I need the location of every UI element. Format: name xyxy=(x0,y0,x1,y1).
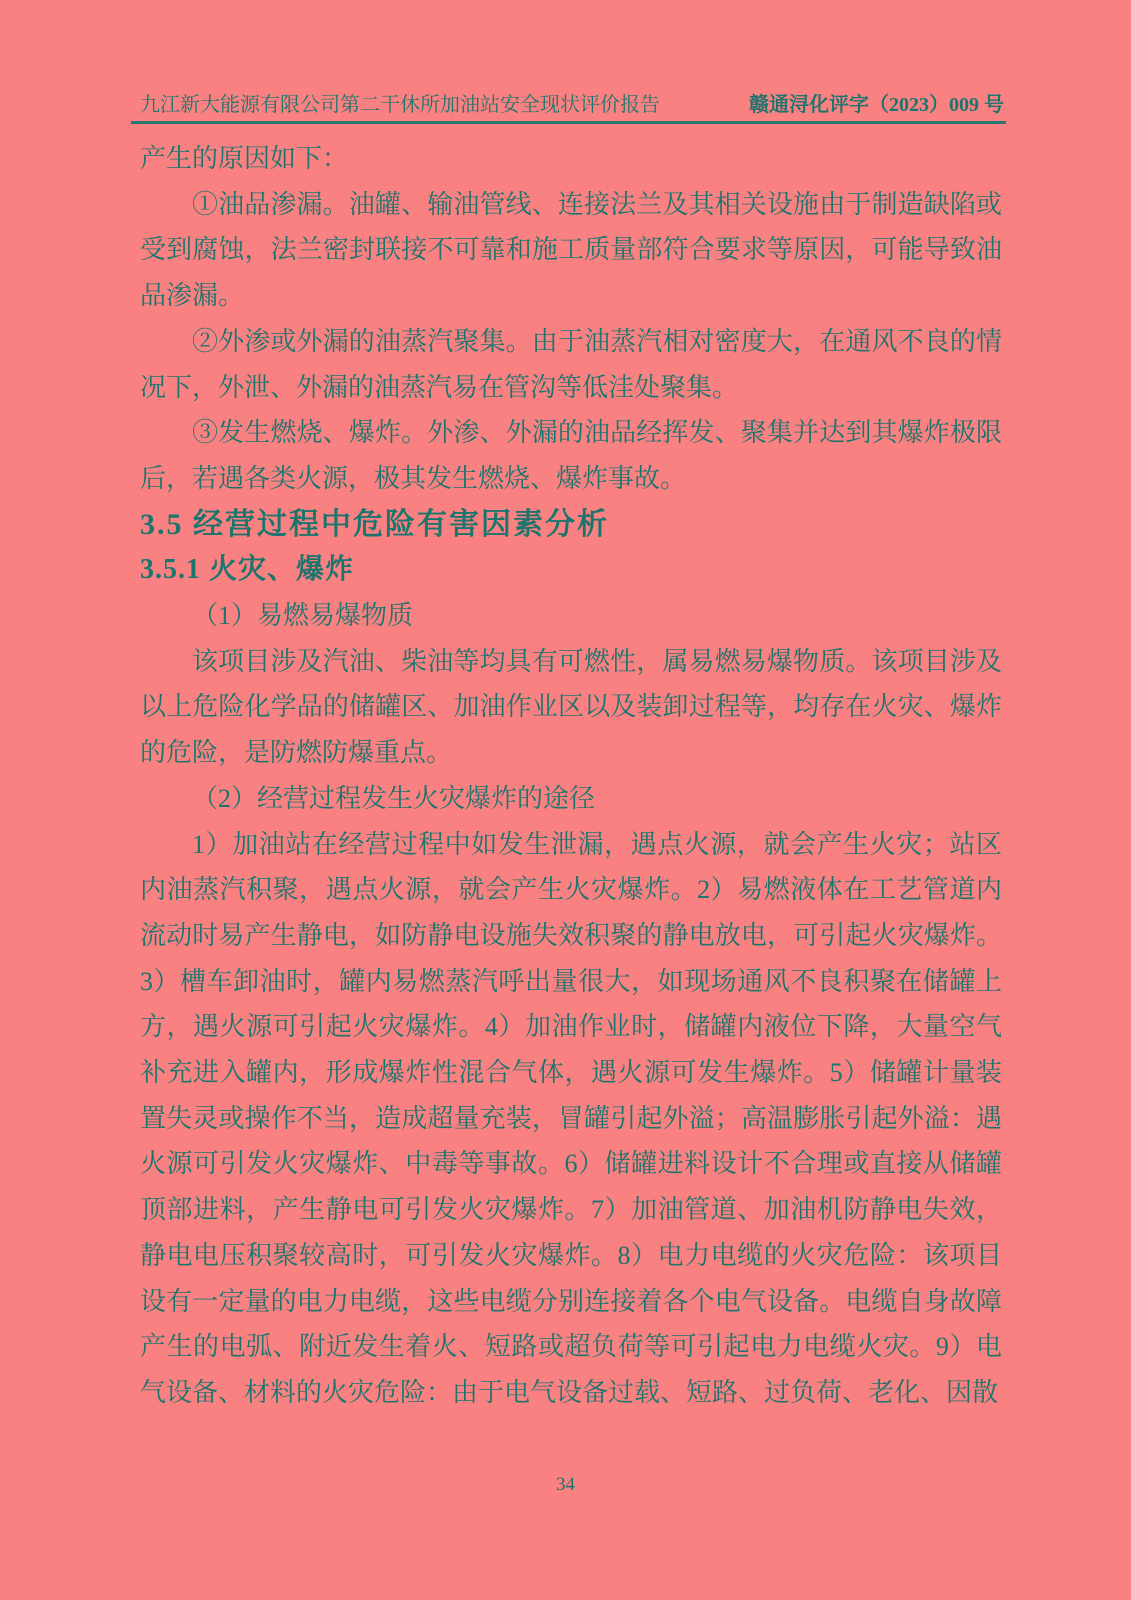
paragraph: 产生的原因如下： xyxy=(140,144,349,173)
header-doc-number: 赣通浔化评字（2023）009 号 xyxy=(749,94,1004,116)
paragraph: 该项目涉及汽油、柴油等均具有可燃性，属易燃易爆物质。该项目涉及以上危险化学品的储罐区、加油作业区以及装卸过程等，均存在火灾、爆炸的危险，是防燃防爆重点。 xyxy=(140,646,1002,768)
document-body xyxy=(140,136,1002,1416)
paragraph: （2）经营过程发生火灾爆炸的途径 xyxy=(192,783,596,813)
header-rule xyxy=(131,121,1006,124)
page-footer xyxy=(0,1473,1131,1497)
page-header xyxy=(140,92,1004,118)
paragraph: ③发生燃烧、爆炸。外渗、外漏的油品经挥发、聚集并达到其爆炸极限后，若遇各类火源，极其发生燃烧、爆炸事故。 xyxy=(140,418,1002,493)
section-heading: 3.5.1 火灾、爆炸 xyxy=(140,554,355,586)
paragraph: ②外渗或外漏的油蒸汽聚集。由于油蒸汽相对密度大，在通风不良的情况下，外泄、外漏的油蒸汽易在管沟等低洼处聚集。 xyxy=(140,326,1002,402)
paragraph: ①油品渗漏。油罐、输油管线、连接法兰及其相关设施由于制造缺陷或受到腐蚀，法兰密封联接不可靠和施工质量部符合要求等原因，可能导致油品渗漏。 xyxy=(140,189,1002,311)
paragraph: （1）易燃易爆物质 xyxy=(192,601,414,631)
section-heading: 3.5 经营过程中危险有害因素分析 xyxy=(140,507,609,541)
paragraph: 1）加油站在经营过程中如发生泄漏，遇点火源，就会产生火灾；站区内油蒸汽积聚，遇点火源，就会产生火灾爆炸。2）易燃液体在工艺管道内流动时易产生静电，如防静电设施失效积聚的静电放电，可引起火灾爆炸。3）槽车卸油时，罐内易燃蒸汽呼出量很大，如现场通风不良积聚在储罐上方，遇火源可引起火灾爆炸。4）加油作业时，储罐内液位下降，大量空气补充进入罐内，形成爆炸性混合气体，遇火源可发生爆炸。5）储罐计量装置失灵或操作不当，造成超量充装，冒罐引起外溢；高温膨胀引起外溢：遇火源可引发火灾爆炸、中毒等事故。6）储罐进料设计不合理或直接从储罐顶部进料，产生静电可引发火灾爆炸。7）加油管道、加油机防静电失效，静电电压积聚较高时，可引发火灾爆炸。8）电力电缆的火灾危险：该项目设有一定量的电力电缆，这些电缆分别连接着各个电气设备。电缆自身故障产生的电弧、附近发生着火、短路或超负荷等可引起电力电缆火灾。9）电气设备、材料的火灾危险：由于电气设备过载、短路、过负荷、老化、因散 xyxy=(140,829,1002,1407)
header-doc-title: 九江新大能源有限公司第二干休所加油站安全现状评价报告 xyxy=(140,94,660,116)
page-number: 34 xyxy=(556,1474,575,1495)
